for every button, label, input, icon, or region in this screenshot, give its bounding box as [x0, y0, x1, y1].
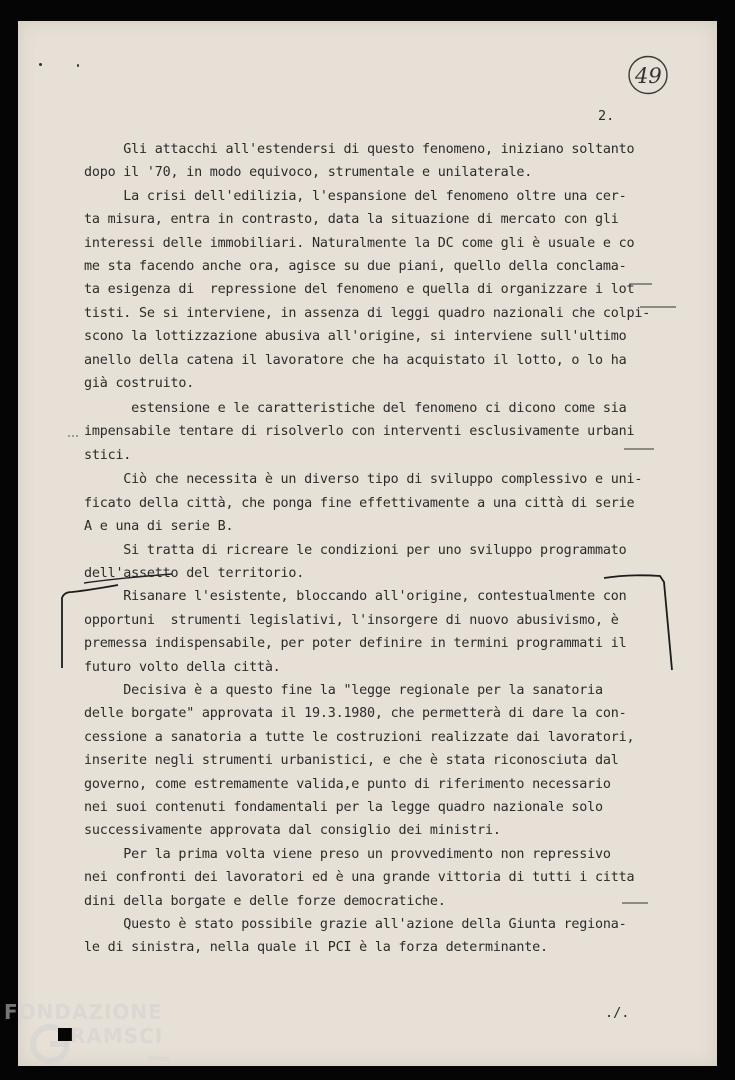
- text-line: dell'assetto del territorio.: [84, 566, 305, 582]
- text-line: nei suoi contenuti fondamentali per la legge quadro nazionale solo: [84, 799, 603, 815]
- text-line: futuro volto della città.: [84, 659, 281, 675]
- text-line: me sta facendo anche ora, agisce su due piani, quello della conclama-: [84, 258, 627, 274]
- text-line: tisti. Se si interviene, in assenza di leggi quadro nazionali che colpi-: [84, 305, 651, 321]
- watermark-sub: onlus: [148, 1054, 170, 1063]
- text-line: estensione e le caratteristiche del fenomeno ci dicono come sia: [84, 400, 627, 416]
- text-line: ficato della città, che ponga fine effettivamente a una città di serie: [84, 495, 635, 511]
- text-line: nei confronti dei lavoratori ed è una grande vittoria di tutti i citta: [84, 870, 635, 886]
- text-line: governo, come estremamente valida,e punto di riferimento necessario: [84, 776, 611, 792]
- text-line: scono la lottizzazione abusiva all'origine, si interviene sull'ultimo: [84, 329, 627, 345]
- ink-speck: [77, 64, 79, 67]
- watermark-line2: RAMSCI: [70, 1024, 164, 1048]
- continuation-mark: ./.: [605, 1005, 630, 1021]
- text-line: interessi delle immobiliari. Naturalmente la DC come gli è usuale e co: [84, 235, 635, 251]
- text-line: delle borgate" approvata il 19.3.1980, che permetterà di dare la con-: [84, 706, 627, 722]
- circle-mark-icon: [627, 54, 669, 96]
- text-line: le di sinistra, nella quale il PCI è la forza determinante.: [84, 940, 548, 956]
- text-line: Gli attacchi all'estendersi di questo fenomeno, iniziano soltanto: [84, 142, 635, 157]
- text-line: Questo è stato possibile grazie all'azione della Giunta regiona-: [84, 916, 627, 932]
- watermark-line1: FONDAZIONE: [4, 1000, 163, 1024]
- text-line: Per la prima volta viene preso un provvedimento non repressivo: [84, 846, 611, 862]
- text-line: Si tratta di ricreare le condizioni per uno sviluppo programmato: [84, 542, 627, 558]
- text-line: cessione a sanatoria a tutte le costruzioni realizzate dai lavoratori,: [84, 729, 635, 745]
- g-logo-icon: [28, 1022, 72, 1066]
- text-line: La crisi dell'edilizia, l'espansione del fenomeno oltre una cer-: [84, 188, 627, 204]
- text-line: Risanare l'esistente, bloccando all'origine, contestualmente con: [84, 589, 627, 605]
- body-text: [84, 142, 674, 964]
- text-line: stici.: [84, 447, 132, 463]
- text-line: dini della borgate e delle forze democratiche.: [84, 893, 446, 909]
- text-line: dopo il '70, in modo equivoco, strumentale e unilaterale.: [84, 165, 533, 181]
- fondazione-gramsci-watermark: [0, 1000, 200, 1078]
- text-line: ta misura, entra in contrasto, data la situazione di mercato con gli: [84, 212, 619, 228]
- archive-number-text: 49: [635, 64, 662, 88]
- text-line: anello della catena il lavoratore che ha acquistato il lotto, o lo ha: [84, 352, 627, 368]
- archive-number-stamp: [627, 54, 669, 96]
- text-line: Decisiva è a questo fine la "legge regionale per la sanatoria: [84, 682, 603, 698]
- page-number: 2.: [598, 108, 615, 124]
- text-line: opportuni strumenti legislativi, l'insorgere di nuovo abusivismo, è: [84, 612, 619, 628]
- text-line: ta esigenza di repressione del fenomeno e quella di organizzare i lot: [84, 282, 635, 298]
- text-line: successivamente approvata dal consiglio dei ministri.: [84, 823, 501, 839]
- ink-speck: [39, 63, 42, 66]
- text-line: inserite negli strumenti urbanistici, e che è stata riconosciuta dal: [84, 753, 619, 769]
- text-line: A e una di serie B.: [84, 519, 234, 535]
- text-line: impensabile tentare di risolverlo con interventi esclusivamente urbani: [84, 424, 635, 440]
- text-line: Ciò che necessita è un diverso tipo di sviluppo complessivo e uni-: [84, 472, 643, 488]
- text-line: già costruito.: [84, 375, 195, 391]
- text-line: premessa indispensabile, per poter definire in termini programmati il: [84, 636, 627, 652]
